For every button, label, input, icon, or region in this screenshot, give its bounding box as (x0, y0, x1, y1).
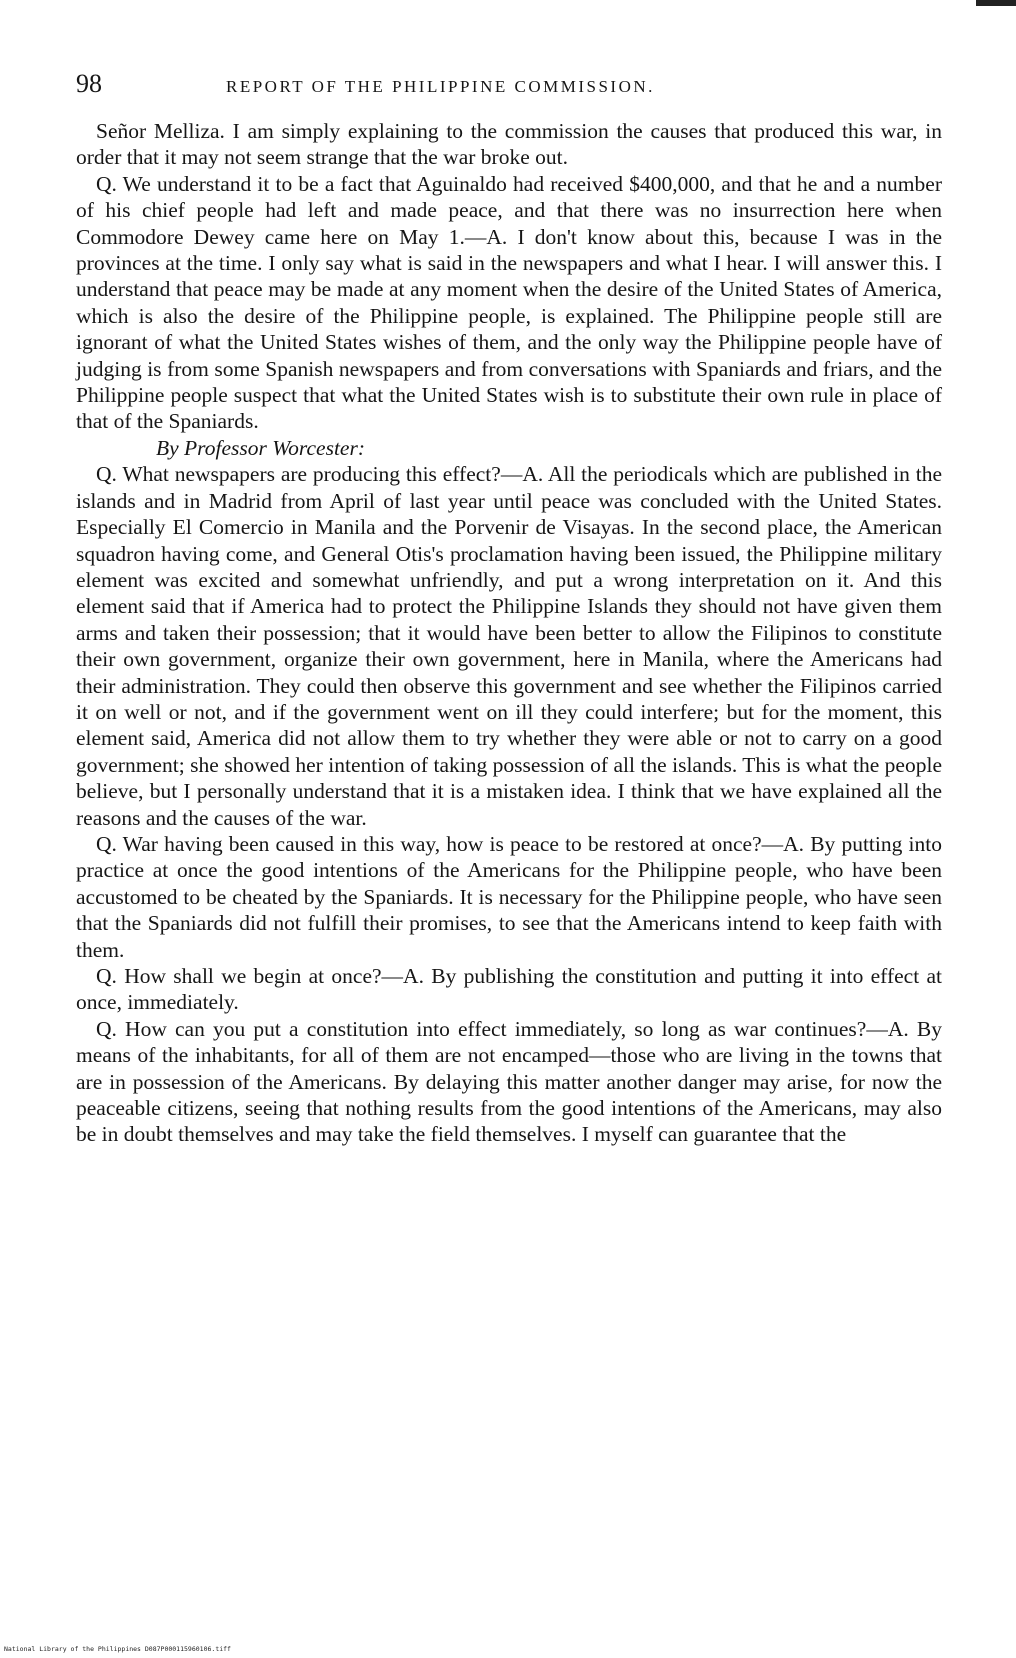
page-header (76, 70, 942, 106)
scan-corner-mark (976, 0, 1016, 6)
document-page (76, 70, 942, 1148)
paragraph-q-peace: Q. War having been caused in this way, how is peace to be restored at once?—A. By putting into practice at once the good intentions of the Americans for the Philippine people, who have been accustomed to be cheated by the Spaniards. It is necessary for the Philippine people, who have seen that the Spaniards did not fulfill their promises, to see that the Americans intend to keep faith with them. (76, 831, 942, 962)
body-text (76, 118, 942, 1148)
paragraph-q-begin: Q. How shall we begin at once?—A. By publishing the constitution and putting it into effect at once, immediately. (76, 964, 942, 1015)
running-head: REPORT OF THE PHILIPPINE COMMISSION. (226, 77, 655, 96)
paragraph-melliza: Señor Melliza. I am simply explaining to the commission the causes that produced this war, in order that it may not seem strange that the war broke out. (76, 119, 942, 170)
scan-footer: National Library of the Philippines D087P000115960106.tiff (4, 1645, 231, 1653)
paragraph-q-constitution: Q. How can you put a constitution into effect immediately, so long as war continues?—A. By means of the inhabitants, for all of them are not encamped—those who are living in the towns that are in possession of the Americans. By delaying this matter another danger may arise, for now the peaceable citizens, seeing that nothing results from the good intentions of the Americans, may also be in doubt themselves and may take the field themselves. I myself can guarantee that the (76, 1016, 942, 1147)
paragraph-q-newspapers: Q. What newspapers are producing this effect?—A. All the periodicals which are published in the islands and in Madrid from April of last year until peace was concluded with the United States. Especially El Comercio in Manila and the Porvenir de Visayas. In the second place, the American squadron having come, and General Otis's proclamation having been issued, the Philippine military element was excited and somewhat unfriendly, and put a wrong interpretation on it. And this element said that if America had to protect the Philippine Islands they should not have given them arms and taken their possession; that it would have been better to allow the Filipinos to constitute their own government, organize their own government, here in Manila, where the Americans had their administration. They could then observe this government and see whether the Filipinos carried it on well or not, and if the government went on ill they could interfere; but for the moment, this element said, America did not allow them to try whether they were able or not to carry on a good government; she showed her intention of taking possession of all the islands. This is what the people believe, but I personally understand that it is a mistaken idea. I think that we have explained all the reasons and the causes of the war. (76, 462, 942, 830)
section-heading: By Professor Worcester: (156, 435, 365, 460)
paragraph-q-aguinaldo: Q. We understand it to be a fact that Aguinaldo had received $400,000, and that he and a number of his chief people had left and made peace, and that there was no insurrection here when Commodore Dewey came here on May 1.—A. I don't know about this, because I was in the provinces at the time. I only say what is said in the newspapers and what I hear. I will answer this. I understand that peace may be made at any moment when the desire of the United States of America, which is also the desire of the Philippine people, is explained. The Philippine people still are ignorant of what the United States wishes of them, and the only way the Philippine people have of judging is from some Spanish newspapers and from conversations with Spaniards and friars, and the Philippine people suspect that what the United States wish is to substitute their own rule in place of that of the Spaniards. (76, 171, 942, 434)
page-number: 98 (76, 69, 102, 98)
